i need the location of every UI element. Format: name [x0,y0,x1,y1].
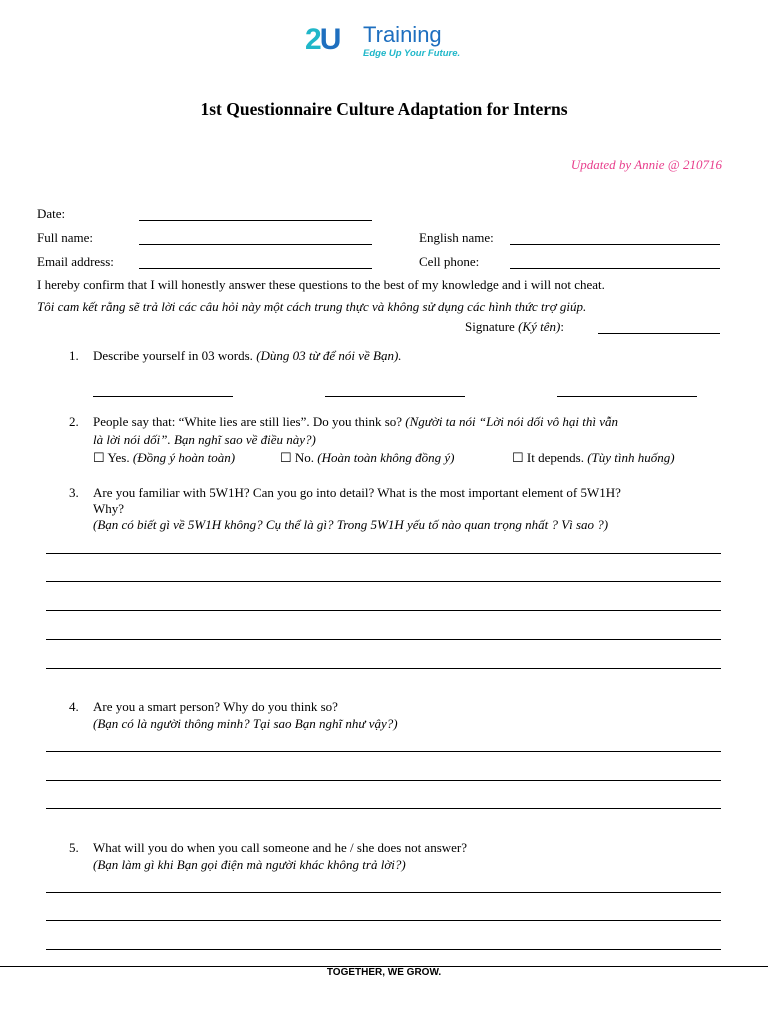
answer-3-line[interactable] [46,668,721,669]
question-5-text-vi: (Bạn làm gì khi Bạn gọi điện mà người khác không trả lời?) [93,857,406,872]
option-yes[interactable]: ☐ Yes. (Đồng ý hoàn toàn) [93,450,236,465]
question-5-text: What will you do when you call someone and he / she does not answer? [93,840,468,855]
full-name-field[interactable] [139,244,372,245]
question-4-number: 4. [69,699,79,714]
logo-wordmark: Training [363,22,442,47]
cell-phone-label: Cell phone: [419,254,480,269]
answer-3-line[interactable] [46,581,721,582]
word-2-field[interactable] [325,396,465,397]
full-name-label: Full name: [37,230,93,245]
checkbox-icon[interactable]: ☐ [93,450,105,465]
answer-3-line[interactable] [46,610,721,611]
date-field[interactable] [139,220,372,221]
declaration-en: I hereby confirm that I will honestly answer these questions to the best of my knowledge and i will not cheat. [37,277,605,292]
answer-4-line[interactable] [46,780,721,781]
question-3-text: Are you familiar with 5W1H? Can you go into detail? What is the most important element of 5W1H? [93,485,621,500]
question-3-text-vi: (Bạn có biết gì về 5W1H không? Cụ thể là gì? Trong 5W1H yếu tố nào quan trọng nhất ? Vì sao ?) [93,517,609,532]
answer-5-line[interactable] [46,892,721,893]
signature-label: Signature (Ký tên): [465,319,564,334]
declaration-vi: Tôi cam kết rằng sẽ trả lời các câu hỏi này một cách trung thực và không sử dụng các hình thức trợ giúp. [37,299,587,314]
option-no[interactable]: ☐ No. (Hoàn toàn không đồng ý) [280,450,455,465]
english-name-label: English name: [419,230,494,245]
signature-field[interactable] [598,333,720,334]
email-label: Email address: [37,254,114,269]
question-2-text-cont: là lời nói dối”. Bạn nghĩ sao về điều này?) [93,432,316,447]
answer-3-line[interactable] [46,553,721,554]
word-3-field[interactable] [557,396,697,397]
cell-phone-field[interactable] [510,268,720,269]
option-it-depends[interactable]: ☐ It depends. (Tùy tình huống) [512,450,675,465]
question-3-text-cont: Why? [93,501,125,516]
brand-logo [305,22,475,62]
question-4-text-vi: (Bạn có là người thông minh? Tại sao Bạn nghĩ như vậy?) [93,716,398,731]
english-name-field[interactable] [510,244,720,245]
logo-mark: 2U [305,23,340,56]
checkbox-icon[interactable]: ☐ [512,450,524,465]
document-title: 1st Questionnaire Culture Adaptation for Interns [200,99,568,119]
question-1-text: Describe yourself in 03 words. (Dùng 03 từ để nói về Bạn). [93,348,402,363]
updated-note: Updated by Annie @ 210716 [570,157,722,172]
answer-4-line[interactable] [46,808,721,809]
word-1-field[interactable] [93,396,233,397]
answer-3-line[interactable] [46,639,721,640]
question-4-text: Are you a smart person? Why do you think so? [93,699,338,714]
question-2-number: 2. [69,414,79,429]
question-2-text: People say that: “White lies are still lies”. Do you think so? (Người ta nói “Lời nói dối vô hại thì vẫn [93,414,619,429]
footer-slogan: TOGETHER, WE GROW. [326,967,442,978]
question-5-number: 5. [69,840,79,855]
email-field[interactable] [139,268,372,269]
date-label: Date: [37,206,66,221]
question-3-number: 3. [69,485,79,500]
question-1-number: 1. [69,348,79,363]
checkbox-icon[interactable]: ☐ [280,450,292,465]
logo-tagline: Edge Up Your Future. [363,48,461,59]
answer-5-line[interactable] [46,949,721,950]
answer-4-line[interactable] [46,751,721,752]
answer-5-line[interactable] [46,920,721,921]
